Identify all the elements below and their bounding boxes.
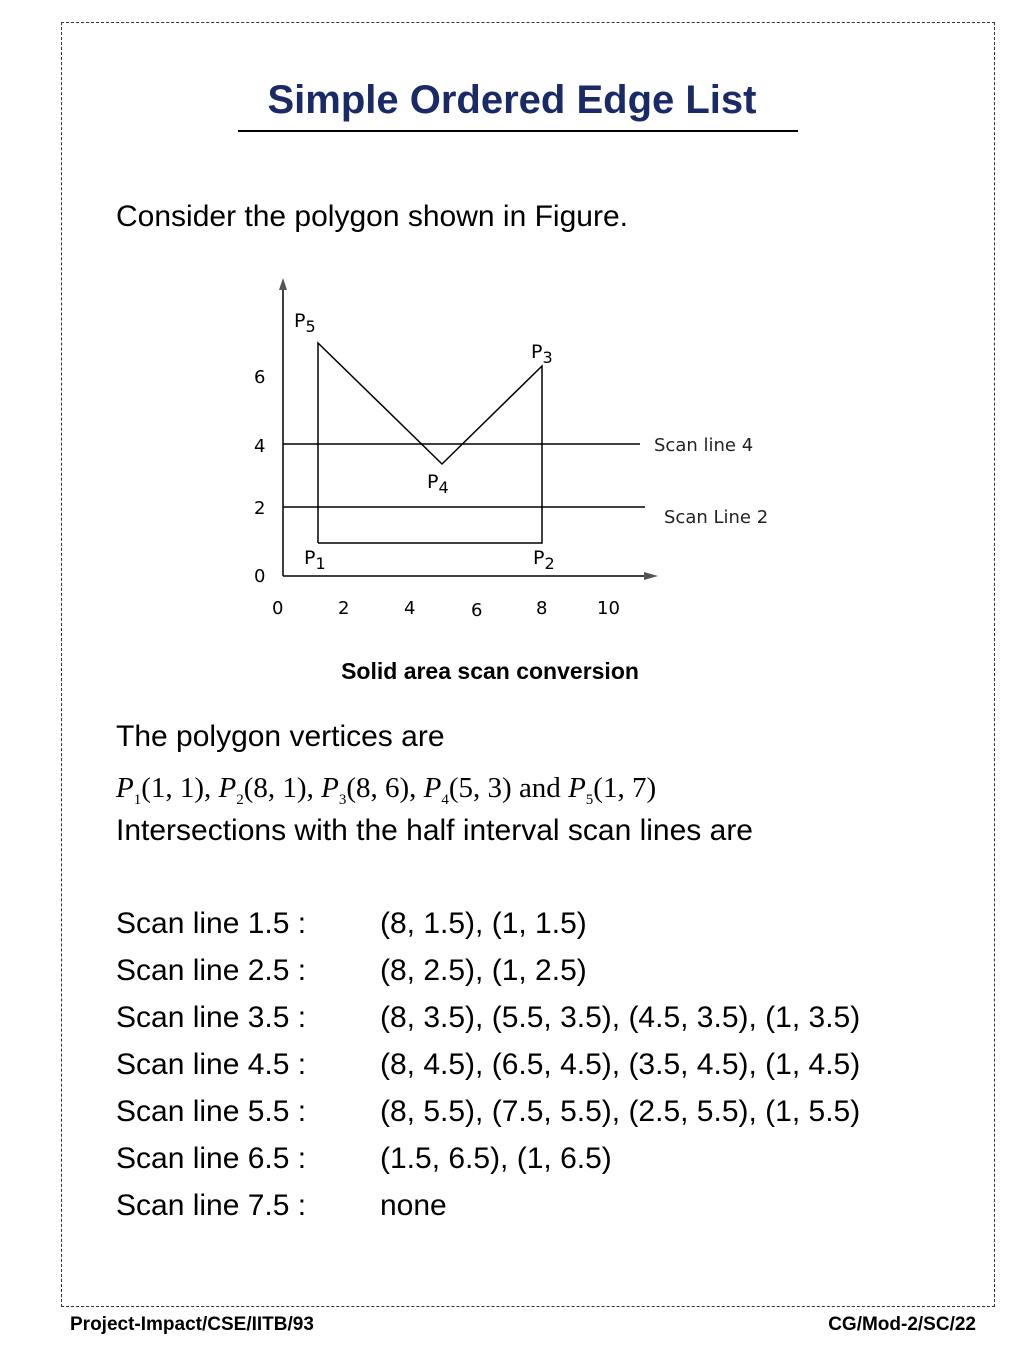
vertex-p5: $P_5(1$, 7) — [568, 772, 657, 808]
scan-row-points: (8, 1.5), (1, 1.5) — [380, 907, 587, 940]
scan-line-table — [116, 907, 860, 1236]
scan-row-label: Scan line 6.5 : — [116, 1142, 307, 1175]
vertex-label-p2: $P_2$ — [533, 547, 555, 573]
intersections-heading: Intersections with the half interval scan lines are — [116, 814, 753, 847]
intro-text: Consider the polygon shown in Figure. — [116, 200, 628, 233]
vertex-p2: $P_2(8$, 1) — [218, 772, 307, 808]
polygon-figure — [230, 270, 810, 630]
scan-row — [116, 1095, 860, 1142]
scan-row — [116, 954, 860, 1001]
x-axis-arrow — [644, 572, 658, 580]
footer-right: CG/Mod-2/SC/22 — [828, 1314, 976, 1335]
vertex-p3: $P_3(8$, 6) — [321, 772, 410, 808]
x-tick-label: 0 — [272, 598, 284, 619]
scan-row-label: Scan line 5.5 : — [116, 1095, 307, 1128]
polygon-outline — [318, 343, 542, 543]
y-tick-label: 2 — [254, 498, 266, 519]
y-tick-label: 6 — [254, 367, 266, 388]
scan-row-points: (8, 3.5), (5.5, 3.5), (4.5, 3.5), (1, 3.5) — [380, 1001, 861, 1034]
x-tick-label: 10 — [597, 598, 620, 619]
vertex-label-p5: $P_5$ — [294, 310, 316, 336]
x-tick-label: 8 — [536, 598, 548, 619]
vertex-label-p4: $P_4$ — [427, 471, 449, 497]
scan-row — [116, 907, 860, 954]
scan-line-4-label: Scan line 4 — [654, 435, 754, 456]
vertices-heading: The polygon vertices are — [116, 720, 445, 753]
y-tick-label: 0 — [254, 566, 266, 587]
scan-row-points: (8, 5.5), (7.5, 5.5), (2.5, 5.5), (1, 5.5) — [380, 1095, 861, 1128]
scan-line-2-label: Scan Line 2 — [664, 507, 769, 528]
title-underline — [238, 130, 798, 132]
x-tick-label: 4 — [404, 598, 416, 619]
scan-row-label: Scan line 1.5 : — [116, 907, 307, 940]
scan-row-label: Scan line 4.5 : — [116, 1048, 307, 1081]
scan-row-label: Scan line 2.5 : — [116, 954, 307, 987]
y-tick-label: 4 — [254, 436, 266, 457]
vertex-p4: $P_4(5$, 3) — [423, 772, 512, 808]
footer-left: Project-Impact/CSE/IITB/93 — [70, 1314, 314, 1335]
vertex-label-p1: $P_1$ — [304, 547, 326, 573]
vertex-label-p3: $P_3$ — [531, 341, 553, 367]
vertex-p1: $P_1(1$, 1) — [116, 772, 205, 808]
scan-row-label: Scan line 7.5 : — [116, 1189, 307, 1222]
vertices-list: $P_1(1$, 1), $P_2(8$, 1), $P_3(8$, 6), $P_4(5$, 3) and $P_5(1$, 7) — [116, 772, 657, 808]
scan-row-points: none — [380, 1189, 447, 1222]
scan-row — [116, 1189, 860, 1236]
figure-caption: Solid area scan conversion — [341, 658, 639, 684]
x-tick-label: 2 — [338, 598, 350, 619]
scan-row — [116, 1001, 860, 1048]
y-axis-arrow — [279, 278, 287, 290]
page-title: Simple Ordered Edge List — [267, 78, 757, 122]
x-tick-label: 6 — [471, 600, 483, 621]
scan-row-points: (8, 2.5), (1, 2.5) — [380, 954, 587, 987]
scan-row — [116, 1048, 860, 1095]
scan-row-points: (1.5, 6.5), (1, 6.5) — [380, 1142, 612, 1175]
scan-row-points: (8, 4.5), (6.5, 4.5), (3.5, 4.5), (1, 4.5) — [380, 1048, 861, 1081]
vertices-and-word: and — [518, 772, 561, 804]
scan-row — [116, 1142, 860, 1189]
scan-row-label: Scan line 3.5 : — [116, 1001, 307, 1034]
